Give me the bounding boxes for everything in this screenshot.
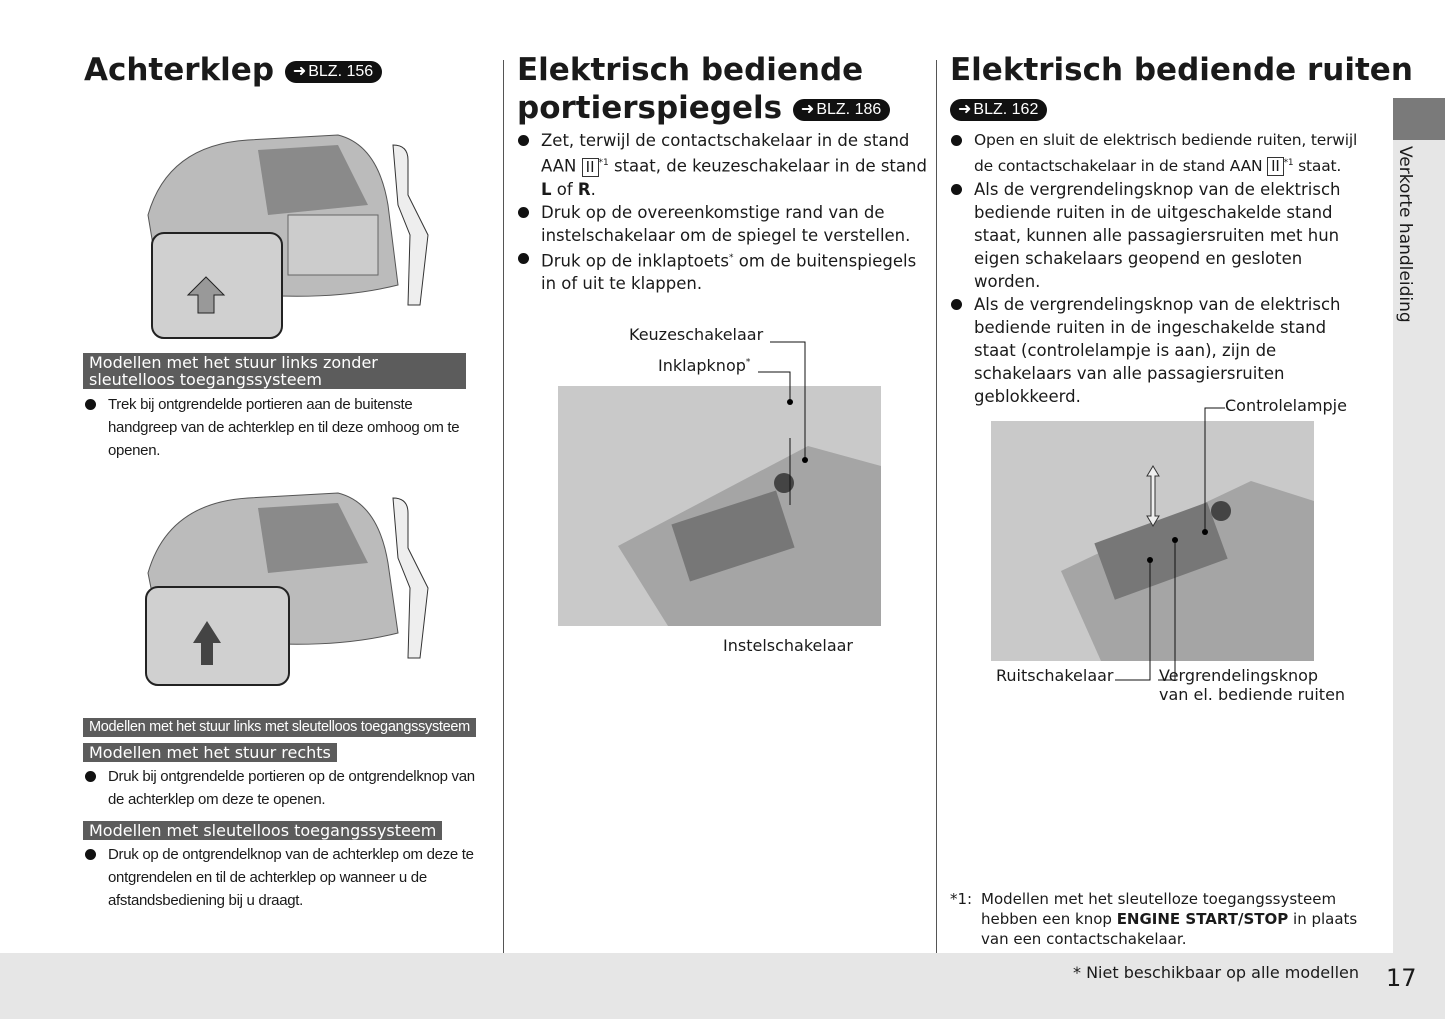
- page-number: 17: [1386, 964, 1417, 992]
- list-item: Trek bij ontgrendelde portieren aan de buitenste handgreep van de achterklep en til deze omhoog om te openen.: [84, 393, 484, 462]
- section-title-mirrors: Elektrisch bediende portierspiegels ➜ BLZ. 186: [517, 51, 890, 127]
- section-label: Verkorte handleiding: [1395, 146, 1415, 323]
- list-item: Druk op de overeenkomstige rand van de instelschakelaar om de spiegel te verstellen.: [517, 201, 927, 247]
- arrow-right-icon: ➜: [800, 100, 815, 118]
- callout-window-switch: Ruitschakelaar: [996, 666, 1114, 685]
- callout-selector: Keuzeschakelaar: [629, 325, 764, 344]
- page-ref-link[interactable]: ➜ BLZ. 162: [950, 99, 1047, 121]
- callout-lock-button: Vergrendelingsknop van el. bediende ruiten: [1159, 666, 1346, 704]
- list-item: Open en sluit de elektrisch bediende ruiten, terwijl de contactschakelaar in de stand AAN II $^{*1}$ staat.: [950, 129, 1365, 178]
- availability-note: * Niet beschikbaar op alle modellen: [1073, 963, 1360, 982]
- model-header: Modellen met het stuur rechts: [83, 743, 337, 762]
- page-ref-link[interactable]: ➜ BLZ. 156: [285, 61, 382, 83]
- footnote: *1: Modellen met het sleutelloze toegangssysteem hebben een knop ENGINE START/STOP in plaats van een contactschakelaar.: [950, 890, 1358, 948]
- list-item: Zet, terwijl de contactschakelaar in de stand AAN II $^{*1}$ staat, de keuzeschakelaar in de stand L of R.: [517, 129, 927, 201]
- arrow-right-icon: ➜: [958, 101, 972, 118]
- callout-indicator: Controlelampje: [1225, 396, 1347, 415]
- model-header: Modellen met het stuur links zonder sleutelloos toegangssysteem: [83, 353, 466, 389]
- model-header: Modellen met sleutelloos toegangssysteem: [83, 821, 442, 840]
- column-divider: [503, 60, 504, 953]
- section-title-windows: Elektrisch bediende ruiten: [950, 52, 1413, 88]
- page-ref-link[interactable]: ➜ BLZ. 186: [793, 99, 890, 121]
- tailgate-illustration-1: [138, 125, 438, 340]
- callout-fold-button: Inklapknop*: [658, 356, 751, 375]
- list-item: Druk bij ontgrendelde portieren op de ontgrendelknop van de achterklep om deze te openen.: [84, 765, 494, 811]
- section-tab[interactable]: [1393, 98, 1445, 140]
- callout-adjust-switch: Instelschakelaar: [723, 636, 854, 655]
- column-divider: [936, 60, 937, 953]
- section-title-tailgate: Achterklep ➜ BLZ. 156: [84, 51, 382, 89]
- list-item: Als de vergrendelingsknop van de elektrisch bediende ruiten in de uitgeschakelde stand staat, kunnen alle passagiersruiten met hun eigen schakelaars geopend en gesloten worden.: [950, 178, 1365, 293]
- list-item: Druk op de ontgrendelknop van de achterklep om deze te ontgrendelen en til de achterklep op wanneer u de afstandsbediening bij u draagt.: [84, 843, 494, 912]
- model-header: Modellen met het stuur links met sleutelloos toegangssysteem: [83, 718, 476, 737]
- list-item: Als de vergrendelingsknop van de elektrisch bediende ruiten in de ingeschakelde stand staat (controlelampje is aan), zijn de schakelaars van alle passagiersruiten geblokkeerd.: [950, 293, 1365, 408]
- list-item: Druk op de inklaptoets* om de buitenspiegels in of uit te klappen.: [517, 247, 927, 296]
- arrow-right-icon: ➜: [292, 62, 307, 80]
- mirror-switch-photo: [558, 386, 881, 626]
- tailgate-illustration-2: [138, 483, 438, 688]
